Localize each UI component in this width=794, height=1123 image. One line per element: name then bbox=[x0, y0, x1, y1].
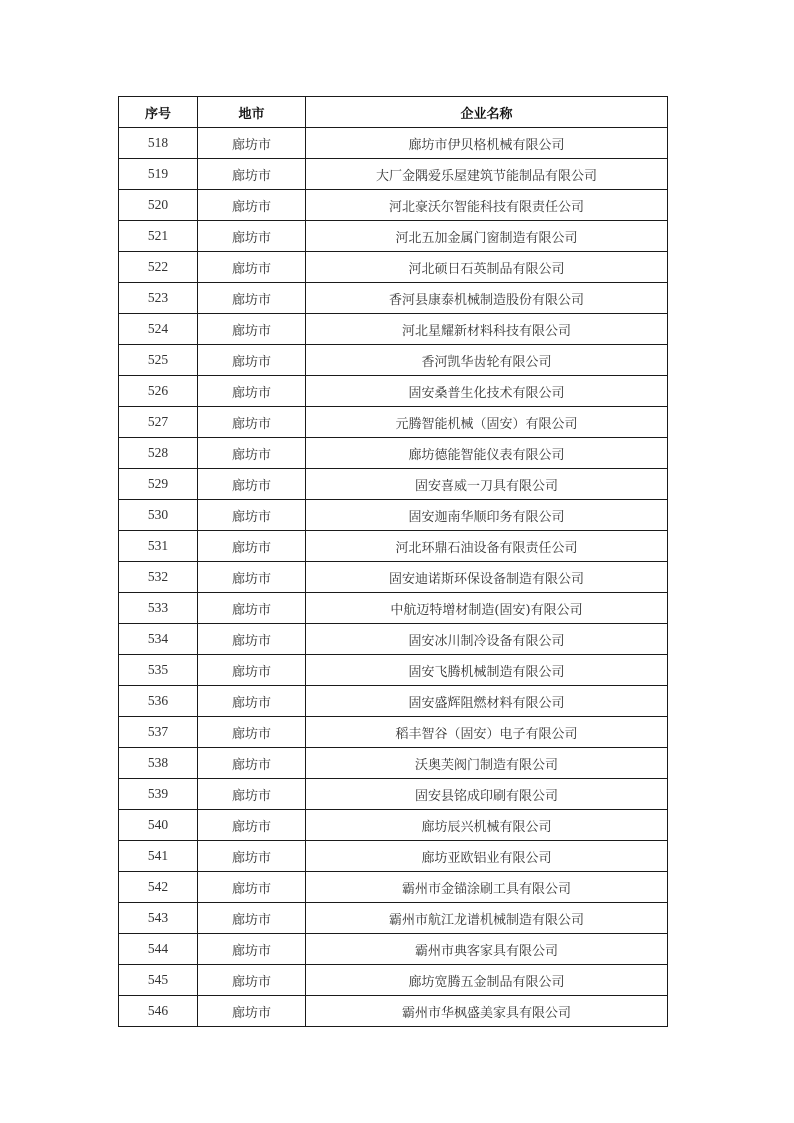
row-company-cell: 大厂金隅爱乐屋建筑节能制品有限公司 bbox=[306, 159, 668, 190]
row-index-cell: 545 bbox=[119, 965, 198, 996]
row-city-cell: 廊坊市 bbox=[198, 810, 306, 841]
table-row bbox=[119, 655, 668, 686]
table-row bbox=[119, 717, 668, 748]
row-city-cell: 廊坊市 bbox=[198, 593, 306, 624]
row-index-cell: 527 bbox=[119, 407, 198, 438]
header-company: 企业名称 bbox=[306, 97, 668, 128]
table-header-row bbox=[119, 97, 668, 128]
row-index-cell: 546 bbox=[119, 996, 198, 1027]
row-company-cell: 固安桑普生化技术有限公司 bbox=[306, 376, 668, 407]
row-company-cell: 固安喜威一刀具有限公司 bbox=[306, 469, 668, 500]
header-index: 序号 bbox=[119, 97, 198, 128]
row-city-cell: 廊坊市 bbox=[198, 128, 306, 159]
row-company-cell: 河北五加金属门窗制造有限公司 bbox=[306, 221, 668, 252]
table-row bbox=[119, 314, 668, 345]
row-company-cell: 霸州市华枫盛美家具有限公司 bbox=[306, 996, 668, 1027]
row-city-cell: 廊坊市 bbox=[198, 717, 306, 748]
row-index-cell: 535 bbox=[119, 655, 198, 686]
table-row bbox=[119, 221, 668, 252]
row-city-cell: 廊坊市 bbox=[198, 841, 306, 872]
row-index-cell: 544 bbox=[119, 934, 198, 965]
row-city-cell: 廊坊市 bbox=[198, 252, 306, 283]
row-company-cell: 稻丰智谷（固安）电子有限公司 bbox=[306, 717, 668, 748]
table-row bbox=[119, 407, 668, 438]
row-city-cell: 廊坊市 bbox=[198, 965, 306, 996]
table-row bbox=[119, 996, 668, 1027]
table-row bbox=[119, 438, 668, 469]
table-row bbox=[119, 903, 668, 934]
row-company-cell: 固安迪诺斯环保设备制造有限公司 bbox=[306, 562, 668, 593]
row-city-cell: 廊坊市 bbox=[198, 345, 306, 376]
row-company-cell: 廊坊市伊贝格机械有限公司 bbox=[306, 128, 668, 159]
table-row bbox=[119, 810, 668, 841]
row-city-cell: 廊坊市 bbox=[198, 407, 306, 438]
row-index-cell: 521 bbox=[119, 221, 198, 252]
table-row bbox=[119, 748, 668, 779]
company-list-table bbox=[118, 96, 668, 1027]
row-index-cell: 534 bbox=[119, 624, 198, 655]
row-index-cell: 540 bbox=[119, 810, 198, 841]
row-city-cell: 廊坊市 bbox=[198, 438, 306, 469]
table-row bbox=[119, 593, 668, 624]
row-company-cell: 廊坊辰兴机械有限公司 bbox=[306, 810, 668, 841]
table-row bbox=[119, 531, 668, 562]
row-index-cell: 538 bbox=[119, 748, 198, 779]
row-city-cell: 廊坊市 bbox=[198, 934, 306, 965]
row-city-cell: 廊坊市 bbox=[198, 314, 306, 345]
row-city-cell: 廊坊市 bbox=[198, 159, 306, 190]
row-city-cell: 廊坊市 bbox=[198, 903, 306, 934]
row-company-cell: 霸州市航江龙谱机械制造有限公司 bbox=[306, 903, 668, 934]
row-index-cell: 533 bbox=[119, 593, 198, 624]
table-row bbox=[119, 624, 668, 655]
row-company-cell: 霸州市典客家具有限公司 bbox=[306, 934, 668, 965]
table-row bbox=[119, 686, 668, 717]
table-row bbox=[119, 376, 668, 407]
row-index-cell: 539 bbox=[119, 779, 198, 810]
row-index-cell: 528 bbox=[119, 438, 198, 469]
row-company-cell: 香河凯华齿轮有限公司 bbox=[306, 345, 668, 376]
row-city-cell: 廊坊市 bbox=[198, 872, 306, 903]
row-company-cell: 河北硕日石英制品有限公司 bbox=[306, 252, 668, 283]
table-row bbox=[119, 500, 668, 531]
row-city-cell: 廊坊市 bbox=[198, 748, 306, 779]
row-index-cell: 522 bbox=[119, 252, 198, 283]
row-company-cell: 沃奥芙阀门制造有限公司 bbox=[306, 748, 668, 779]
table-row bbox=[119, 252, 668, 283]
table-row bbox=[119, 965, 668, 996]
row-city-cell: 廊坊市 bbox=[198, 686, 306, 717]
row-company-cell: 固安县铭成印刷有限公司 bbox=[306, 779, 668, 810]
header-city: 地市 bbox=[198, 97, 306, 128]
row-city-cell: 廊坊市 bbox=[198, 500, 306, 531]
row-city-cell: 廊坊市 bbox=[198, 562, 306, 593]
row-city-cell: 廊坊市 bbox=[198, 376, 306, 407]
table-row bbox=[119, 934, 668, 965]
row-index-cell: 519 bbox=[119, 159, 198, 190]
table-row bbox=[119, 841, 668, 872]
row-company-cell: 廊坊宽腾五金制品有限公司 bbox=[306, 965, 668, 996]
row-company-cell: 廊坊亚欧铝业有限公司 bbox=[306, 841, 668, 872]
row-company-cell: 固安迦南华顺印务有限公司 bbox=[306, 500, 668, 531]
row-city-cell: 廊坊市 bbox=[198, 531, 306, 562]
row-index-cell: 524 bbox=[119, 314, 198, 345]
row-city-cell: 廊坊市 bbox=[198, 190, 306, 221]
row-city-cell: 廊坊市 bbox=[198, 221, 306, 252]
row-company-cell: 固安飞腾机械制造有限公司 bbox=[306, 655, 668, 686]
row-index-cell: 523 bbox=[119, 283, 198, 314]
table-row bbox=[119, 128, 668, 159]
row-city-cell: 廊坊市 bbox=[198, 996, 306, 1027]
table-row bbox=[119, 159, 668, 190]
row-company-cell: 固安盛辉阻燃材料有限公司 bbox=[306, 686, 668, 717]
row-company-cell: 河北环鼎石油设备有限责任公司 bbox=[306, 531, 668, 562]
row-company-cell: 固安冰川制冷设备有限公司 bbox=[306, 624, 668, 655]
row-company-cell: 元腾智能机械（固安）有限公司 bbox=[306, 407, 668, 438]
row-company-cell: 河北星耀新材料科技有限公司 bbox=[306, 314, 668, 345]
row-city-cell: 廊坊市 bbox=[198, 469, 306, 500]
row-index-cell: 536 bbox=[119, 686, 198, 717]
row-index-cell: 518 bbox=[119, 128, 198, 159]
row-index-cell: 532 bbox=[119, 562, 198, 593]
table-row bbox=[119, 779, 668, 810]
row-index-cell: 543 bbox=[119, 903, 198, 934]
row-city-cell: 廊坊市 bbox=[198, 624, 306, 655]
row-index-cell: 537 bbox=[119, 717, 198, 748]
row-index-cell: 525 bbox=[119, 345, 198, 376]
row-index-cell: 541 bbox=[119, 841, 198, 872]
row-company-cell: 廊坊德能智能仪表有限公司 bbox=[306, 438, 668, 469]
table-row bbox=[119, 872, 668, 903]
row-index-cell: 520 bbox=[119, 190, 198, 221]
row-company-cell: 中航迈特增材制造(固安)有限公司 bbox=[306, 593, 668, 624]
row-city-cell: 廊坊市 bbox=[198, 283, 306, 314]
row-index-cell: 531 bbox=[119, 531, 198, 562]
row-index-cell: 530 bbox=[119, 500, 198, 531]
row-city-cell: 廊坊市 bbox=[198, 779, 306, 810]
row-city-cell: 廊坊市 bbox=[198, 655, 306, 686]
table-row bbox=[119, 283, 668, 314]
row-index-cell: 542 bbox=[119, 872, 198, 903]
row-company-cell: 河北豪沃尔智能科技有限责任公司 bbox=[306, 190, 668, 221]
table-row bbox=[119, 190, 668, 221]
table-body bbox=[119, 128, 668, 1027]
row-index-cell: 529 bbox=[119, 469, 198, 500]
row-company-cell: 霸州市金锚涂刷工具有限公司 bbox=[306, 872, 668, 903]
table-row bbox=[119, 469, 668, 500]
row-index-cell: 526 bbox=[119, 376, 198, 407]
table-row bbox=[119, 345, 668, 376]
row-company-cell: 香河县康泰机械制造股份有限公司 bbox=[306, 283, 668, 314]
table-row bbox=[119, 562, 668, 593]
